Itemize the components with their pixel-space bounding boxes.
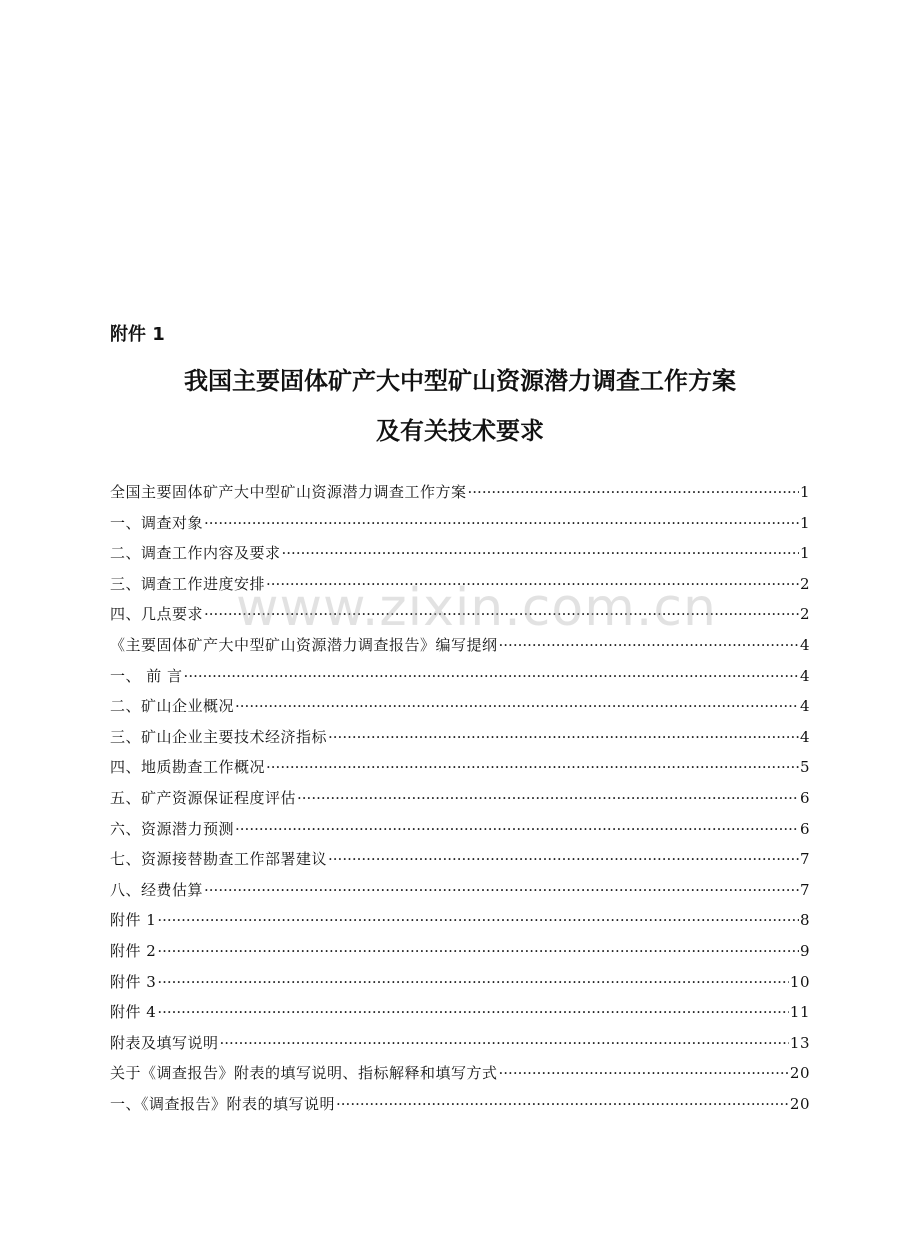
toc-entry-label: 全国主要固体矿产大中型矿山资源潜力调查工作方案: [110, 483, 467, 501]
toc-entry[interactable]: [110, 538, 810, 569]
toc-dot-leader: [266, 752, 799, 783]
toc-entry-label: 附件 1: [110, 911, 157, 930]
toc-entry-label: 附表及填写说明: [110, 1033, 219, 1052]
toc-entry[interactable]: [110, 508, 810, 539]
toc-entry-page-number: 4: [799, 697, 810, 716]
toc-entry-label: 附件 2: [110, 941, 157, 960]
toc-dot-leader: [184, 661, 799, 692]
toc-entry-page-number: 13: [789, 1033, 810, 1052]
toc-entry-label: 一、《调查报告》附表的填写说明: [110, 1094, 336, 1113]
toc-entry-label: 八、经费估算: [110, 880, 204, 899]
toc-entry-page-number: 2: [799, 605, 810, 624]
toc-entry[interactable]: [110, 936, 810, 967]
toc-dot-leader: [157, 905, 799, 936]
toc-entry-label: 四、地质勘查工作概况: [110, 758, 266, 777]
attachment-label: 附件 1: [110, 324, 165, 345]
toc-entry-label: 一、调查对象: [110, 513, 204, 532]
toc-entry-label: 关于《调查报告》附表的填写说明、指标解释和填写方式: [110, 1064, 498, 1083]
toc-entry[interactable]: [110, 905, 810, 936]
toc-entry-page-number: 2: [799, 574, 810, 593]
toc-entry-page-number: 6: [799, 819, 810, 838]
toc-dot-leader: [157, 936, 799, 967]
toc-entry-label: 四、几点要求: [110, 605, 204, 624]
toc-entry-page-number: 11: [789, 1003, 810, 1022]
toc-entry[interactable]: [110, 1089, 810, 1120]
toc-dot-leader: [328, 722, 799, 753]
toc-dot-leader: [220, 1028, 789, 1059]
toc-entry-page-number: 4: [799, 666, 810, 685]
toc-entry[interactable]: [110, 1028, 810, 1059]
toc-entry[interactable]: [110, 477, 810, 508]
toc-dot-leader: [235, 691, 799, 722]
toc-entry-label: 五、矿产资源保证程度评估: [110, 788, 297, 807]
table-of-contents: [110, 477, 810, 1119]
toc-entry[interactable]: [110, 1058, 810, 1089]
toc-entry-label: 《主要固体矿产大中型矿山资源潜力调查报告》编写提纲: [110, 635, 498, 654]
toc-entry[interactable]: [110, 997, 810, 1028]
toc-entry-page-number: 9: [799, 941, 810, 960]
toc-entry-page-number: 1: [799, 483, 810, 501]
toc-entry-page-number: 6: [799, 788, 810, 807]
toc-entry[interactable]: [110, 783, 810, 814]
toc-dot-leader: [468, 477, 799, 508]
toc-entry-label: 附件 3: [110, 972, 157, 991]
toc-entry[interactable]: [110, 661, 810, 692]
toc-entry-page-number: 20: [789, 1064, 810, 1083]
document-title: 我国主要固体矿产大中型矿山资源潜力调查工作方案: [184, 367, 736, 395]
toc-entry-page-number: 4: [799, 727, 810, 746]
toc-entry[interactable]: [110, 599, 810, 630]
toc-entry-label: 二、矿山企业概况: [110, 697, 235, 716]
toc-dot-leader: [328, 844, 799, 875]
toc-dot-leader: [336, 1089, 789, 1120]
toc-entry[interactable]: [110, 814, 810, 845]
toc-dot-leader: [204, 508, 799, 539]
toc-entry[interactable]: [110, 844, 810, 875]
watermark: www.zixin.com.cn: [236, 578, 717, 638]
toc-dot-leader: [266, 569, 799, 600]
toc-dot-leader: [157, 997, 789, 1028]
toc-entry-label: 三、矿山企业主要技术经济指标: [110, 727, 328, 746]
toc-dot-leader: [499, 630, 799, 661]
toc-dot-leader: [235, 814, 799, 845]
toc-entry[interactable]: [110, 630, 810, 661]
toc-entry-label: 一、 前 言: [110, 666, 183, 685]
toc-entry-page-number: 20: [789, 1094, 810, 1113]
toc-dot-leader: [282, 538, 799, 569]
toc-entry-page-number: 10: [789, 972, 810, 991]
toc-entry-page-number: 5: [799, 758, 810, 777]
toc-entry-label: 六、资源潜力预测: [110, 819, 235, 838]
toc-entry-label: 附件 4: [110, 1003, 157, 1022]
toc-dot-leader: [499, 1058, 789, 1089]
toc-entry-page-number: 8: [799, 911, 810, 930]
toc-entry-page-number: 4: [799, 635, 810, 654]
toc-dot-leader: [204, 599, 799, 630]
toc-entry[interactable]: [110, 875, 810, 906]
toc-entry[interactable]: [110, 569, 810, 600]
toc-dot-leader: [204, 875, 799, 906]
toc-entry-page-number: 1: [799, 513, 810, 532]
toc-entry-label: 二、调查工作内容及要求: [110, 544, 281, 563]
toc-entry[interactable]: [110, 722, 810, 753]
toc-entry-page-number: 1: [799, 544, 810, 563]
document-subtitle: 及有关技术要求: [376, 417, 544, 445]
toc-entry[interactable]: [110, 967, 810, 998]
toc-entry-page-number: 7: [799, 880, 810, 899]
toc-dot-leader: [297, 783, 799, 814]
toc-entry-label: 三、调查工作进度安排: [110, 574, 266, 593]
toc-dot-leader: [157, 967, 789, 998]
toc-entry-page-number: 7: [799, 850, 810, 869]
toc-entry-label: 七、资源接替勘查工作部署建议: [110, 850, 328, 869]
toc-entry[interactable]: [110, 691, 810, 722]
toc-entry[interactable]: [110, 752, 810, 783]
